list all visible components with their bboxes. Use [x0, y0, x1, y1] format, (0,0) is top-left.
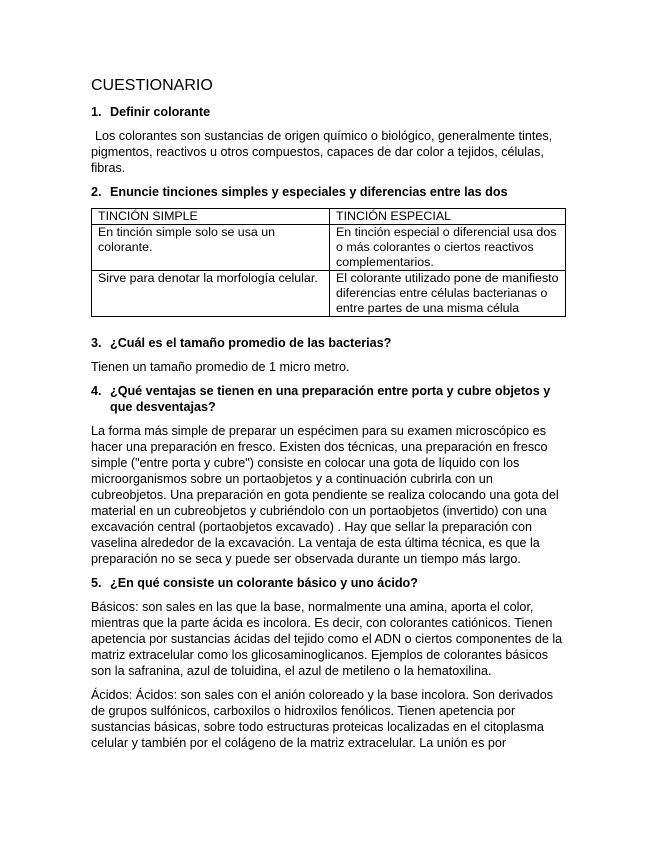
answer-3: Tienen un tamaño promedio de 1 micro metro.: [91, 360, 350, 374]
question-text: ¿En qué consiste un colorante básico y uno ácido?: [110, 576, 418, 590]
answer-5-basic: Básicos: son sales en las que la base, normalmente una amina, aporta el color, mientras que la parte ácida es incolora. Es decir, con colorantes catiónicos. Tienen apetencia por sustancias ácidas del tejido como el ADN o ciertos componentes de la matriz extracelular como los glicosaminoglicanos. Ejemplos de colorantes básicos son la safranina, azul de toluidina, el azul de metileno o la hematoxilina.: [91, 600, 563, 678]
question-3: [91, 335, 566, 351]
staining-table: [91, 208, 566, 317]
question-text: Enuncie tinciones simples y especiales y diferencias entre las dos: [110, 185, 508, 199]
question-5: [91, 575, 566, 591]
table-cell: En tinción simple solo se usa un colorante.: [92, 225, 330, 271]
question-text: ¿Qué ventajas se tienen en una preparación entre porta y cubre objetos y que desventajas?: [110, 384, 551, 414]
question-number: 5.: [91, 576, 102, 590]
table-cell: En tinción especial o diferencial usa dos o más colorantes o ciertos reactivos complementarios.: [330, 225, 566, 271]
answer-1: Los colorantes son sustancias de origen químico o biológico, generalmente tintes, pigmentos, reactivos u otros compuestos, capaces de dar color a tejidos, células, fibras.: [91, 129, 553, 175]
table-row: [92, 271, 566, 317]
page-title: CUESTIONARIO: [91, 77, 213, 94]
table-cell: Sirve para denotar la morfología celular.: [92, 271, 330, 317]
question-number: 3.: [91, 336, 102, 350]
table-header-cell: TINCIÓN ESPECIAL: [330, 209, 566, 225]
table-cell: El colorante utilizado pone de manifiesto diferencias entre células bacterianas o entre partes de una misma célula: [330, 271, 566, 317]
answer-4: La forma más simple de preparar un espécimen para su examen microscópico es hacer una preparación en fresco. Existen dos técnicas, una preparación en fresco simple ("entre porta y cubre") consiste en colocar una gota de líquido con los microorganismos sobre un portaobjetos y a continuación cubrirla con un cubreobjetos. Una preparación en gota pendiente se realiza colocando una gota del material en un cubreobjetos y cubriéndolo con un portaobjetos (invertido) con una excavación central (portaobjetos excavado) . Hay que sellar la preparación con vaselina alrededor de la excavación. La ventaja de esta última técnica, es que la preparación no se seca y puede ser observada durante un tiempo más largo.: [91, 424, 559, 566]
table-row: [92, 225, 566, 271]
question-number: 4.: [91, 384, 102, 398]
document-body: [91, 76, 566, 759]
question-text: Definir colorante: [110, 105, 211, 119]
answer-5-acid: Ácidos: Ácidos: son sales con el anión coloreado y la base incolora. Son derivados de grupos sulfónicos, carboxilos o hidroxilos fenólicos. Tienen apetencia por sustancias básicas, sobre todo estructuras proteicas localizadas en el citoplasma celular y también por el colágeno de la matriz extracelular. La unión es por: [91, 688, 554, 750]
question-4: [91, 383, 566, 415]
table-header-cell: TINCIÓN SIMPLE: [92, 209, 330, 225]
question-number: 2.: [91, 185, 102, 199]
question-text: ¿Cuál es el tamaño promedio de las bacterias?: [110, 336, 392, 350]
table-header-row: [92, 209, 566, 225]
question-number: 1.: [91, 105, 102, 119]
question-1: [91, 104, 566, 120]
question-2: [91, 184, 566, 200]
